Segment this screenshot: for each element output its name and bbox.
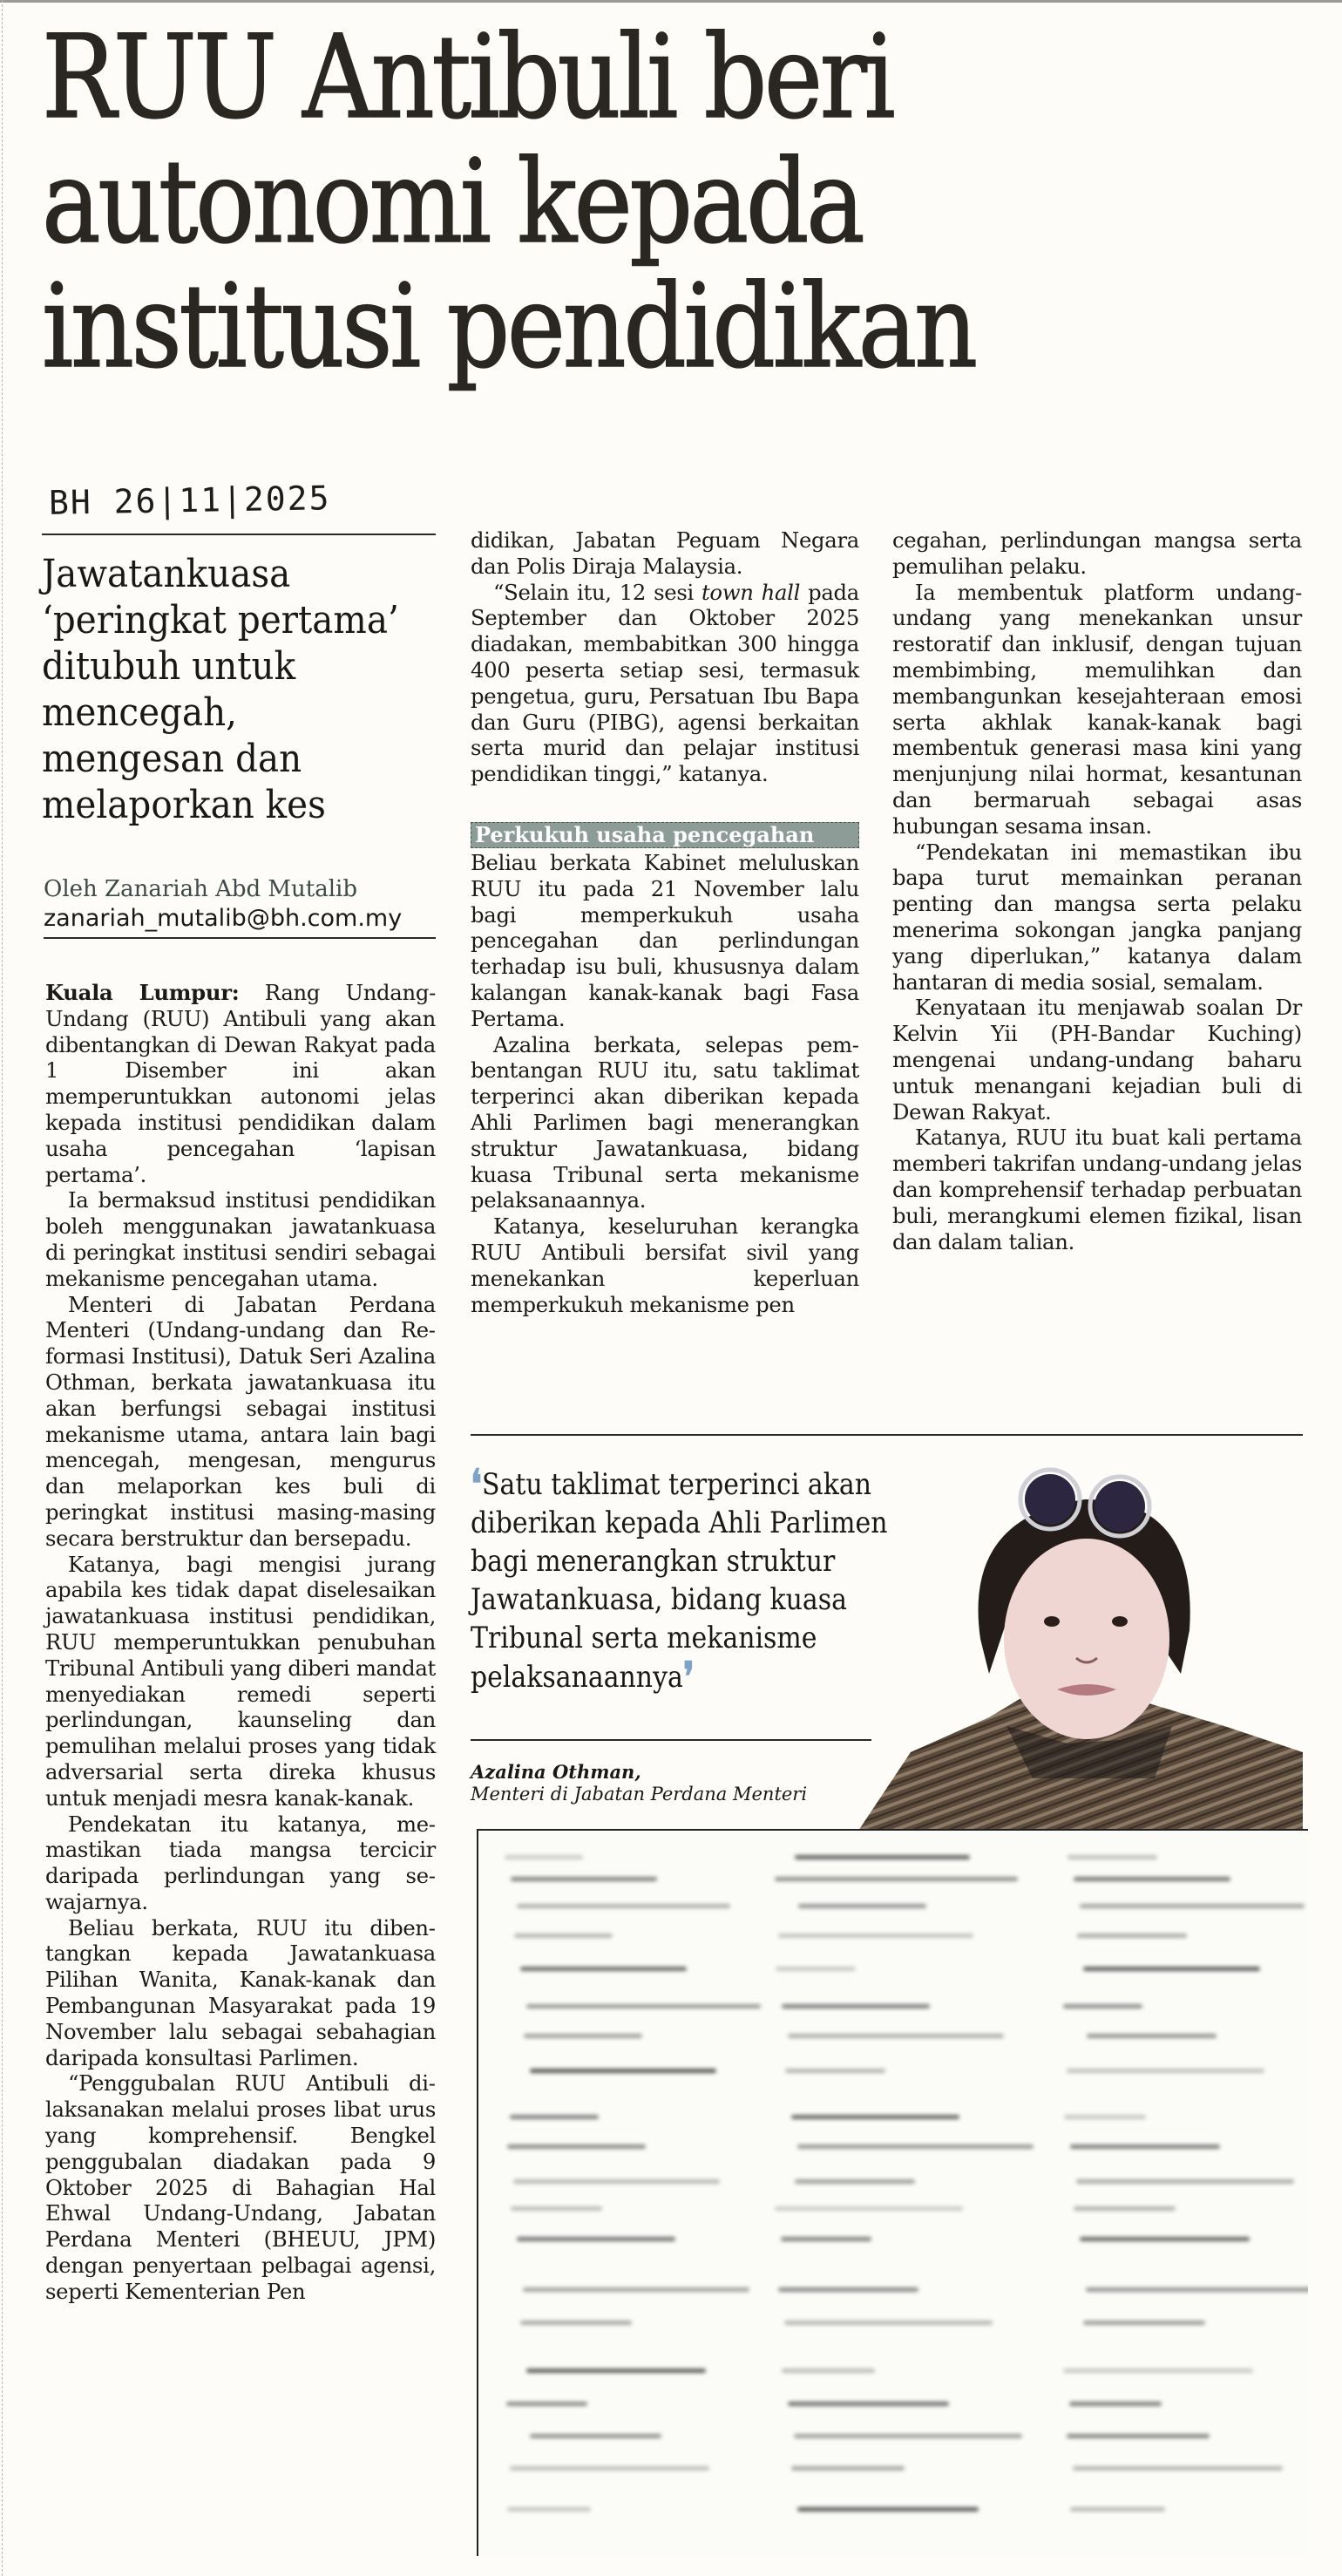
byline-author: Oleh Zanariah Abd Mutalib [44, 876, 358, 902]
blurred-table-row [795, 1855, 970, 1859]
blurred-table-row [798, 1904, 926, 1908]
open-quote-icon: ❛ [471, 1460, 483, 1507]
article-deck: Jawatankuasa ‘peringkat pertama’ ditubuh untuk mencegah, mengesan dan melaporkan kes [42, 552, 399, 827]
blurred-table-row [781, 2237, 871, 2241]
dateline: Kuala Lumpur: [45, 980, 240, 1005]
blurred-table-row [526, 2004, 761, 2008]
blurred-table-row [785, 2069, 885, 2073]
blurred-table-row [1069, 2402, 1162, 2406]
body-paragraph: Ia membentuk platform undang-undang yang menekankan unsur restoratif dan inklusif, dengan tujuan membimbing, memulihkan dan membangunkan kesejahteraan emosi serta akhlak kanak-kanak bagi membentuk generasi masa kini yang menjunjung nilai hormat, kesantunan dan bermaruah sebagai asas hubungan sesama insan. [892, 579, 1302, 839]
body-paragraph: cegahan, perlindungan mangsa serta pemulihan pelaku. [892, 527, 1302, 579]
blurred-table-row [506, 2402, 587, 2406]
quote-top-rule [471, 1434, 1303, 1436]
body-column-2 [471, 527, 859, 1317]
body-paragraph: Beliau berkata Kabinet meluluskan RUU itu pada 21 November lalu bagi memperkukuh usaha pencegahan dan perlindungan terhadap isu buli, khususnya dalam kalangan kanak-kanak bagi Fasa Pertama. [471, 849, 859, 1031]
blurred-table-row [1087, 2034, 1217, 2038]
blurred-table-row [526, 2369, 706, 2373]
italic-term: town hall [701, 579, 801, 605]
body-paragraph: “Penggubalan RUU Antibuli dilaksanakan melalui proses libat urus yang komprehensif. Bengkel penggubalan diadakan pada 9 Oktober 2025 di Bahagian Hal Ehwal Undang-Undang, Jabatan Perdana Menteri (BHEUU, JPM) dengan penyertaan pelbagai agensi, seperti Kementerian Pen [45, 2070, 436, 2304]
blurred-table-row [1074, 2206, 1176, 2211]
body-paragraph: Beliau berkata, RUU itu dibentangkan kepada Jawatankuasa Pilihan Wanita, Kanak-kanak dan Pembangunan Masyarakat pada 19 November lalu sebagai sebahagian daripada konsultasi Parlimen. [45, 1914, 436, 2070]
blurred-table-row [1073, 2466, 1283, 2471]
body-paragraph: Katanya, RUU itu buat kali pertama memberi takrifan undang-undang jelas dan komprehensif terhadap perbuatan buli, merangkumi elemen fizikal, lisan dan dalam talian. [892, 1125, 1302, 1254]
blurred-table-row [794, 2434, 1022, 2438]
body-paragraph: Kenyataan itu menjawab soalan Dr Kelvin Yii (PH-Bandar Kuching) mengenai undang-undang baharu untuk menangani kejadian buli di Dewan Rakyat. [892, 995, 1302, 1125]
pull-quote-text: ❛Satu taklimat terperinci akan diberikan kepada Ahli Parlimen bagi menerangkan struktur Jawatankuasa, bidang kuasa Tribunal serta mekanisme pelaksanaannya❜ [471, 1460, 888, 1700]
body-column-1 [45, 980, 436, 2305]
blurred-table-row [514, 1934, 613, 1938]
body-paragraph: Katanya, bagi mengisi jurang apabila kes tidak dapat diselesaikan jawatankuasa institusi pendidikan, RUU memperuntukkan penubuhan Tribunal Antibuli yang diberi mandat menyediakan remedi seperti perlindungan, kaunseling dan pemulihan melalui proses yang tidak adversarial serta direka khusus untuk menjadi mesra kanak-kanak. [45, 1551, 436, 1811]
blurred-table-row [530, 2434, 661, 2438]
blurred-table-row [782, 2004, 930, 2008]
blurred-table-row [782, 2369, 875, 2373]
blurred-table-row [1083, 1967, 1260, 1971]
handwritten-date-stamp: BH 26|11|2025 [48, 479, 331, 522]
headline-line: RUU Antibuli beri [42, 10, 893, 145]
blurred-table-row [1080, 1904, 1305, 1908]
quote-attrib-rule [471, 1739, 871, 1741]
blurred-table-row [510, 2115, 599, 2119]
body-paragraph: Ia bermaksud institusi pendidikan boleh menggunakan jawatankuasa di peringkat institusi sendiri sebagai mekanisme pencegahan utama. [45, 1187, 436, 1291]
blurred-table-row [1063, 2004, 1142, 2008]
blurred-table-row [530, 2069, 716, 2073]
body-paragraph: Katanya, keseluruhan kerangka RUU Antibuli bersifat sivil yang menekankan keperluan memperkukuh mekanisme pen [471, 1213, 859, 1317]
byline-email-link[interactable]: zanariah_mutalib@bh.com.my [44, 905, 403, 932]
blurred-table-row [1086, 2287, 1308, 2292]
blurred-table-row [1064, 2115, 1146, 2119]
blurred-table-row [788, 2034, 1004, 2038]
blurred-table-row [513, 2179, 720, 2184]
table-column [1054, 1845, 1298, 2542]
body-paragraph: Pendekatan itu katanya, memastikan tiada mangsa tercicir daripada perlindungan yang sewajarnya. [45, 1811, 436, 1914]
blurred-table-row [517, 2237, 675, 2241]
table-column [766, 1845, 1036, 2542]
speaker-name: Azalina Othman, [471, 1761, 641, 1783]
blurred-table-row [511, 1877, 657, 1881]
close-quote-icon: ❜ [682, 1653, 695, 1700]
blurred-table-row [523, 2287, 749, 2292]
blurred-table-row [784, 2321, 993, 2325]
blurred-table-row [511, 2206, 602, 2211]
body-paragraph: Azalina berkata, selepas pembentangan RUU itu, satu taklimat terperinci akan diberikan kepada Ahli Parlimen bagi menerangkan struktur Jawatankuasa, bidang kuasa Tribunal serta mekanisme pelaksanaannya. [471, 1031, 859, 1213]
blurred-data-table [477, 1829, 1308, 2556]
blurred-table-row [510, 2466, 709, 2471]
blurred-table-row [1077, 1934, 1187, 1938]
blurred-table-row [1080, 2237, 1250, 2241]
article-headline [42, 10, 1151, 394]
blurred-table-row [1063, 2369, 1253, 2373]
blurred-table-row [1074, 1877, 1230, 1881]
blurred-table-row [1070, 2507, 1165, 2511]
blurred-table-row [520, 1967, 687, 1971]
body-paragraph: Menteri di Jabatan Perdana Menteri (Undang-undang dan Reformasi Institusi), Datuk Seri Azalina Othman, berkata jawatankuasa itu akan berfungsi sebagai institusi mekanisme utama, antara lain bagi mencegah, mengesan, mengurus dan melaporkan kes buli di peringkat institusi masing-masing secara berstruktur dan bersepadu. [45, 1291, 436, 1551]
blurred-table-row [775, 2206, 963, 2211]
face-shape [1004, 1539, 1169, 1739]
blurred-table-row [507, 2144, 646, 2149]
scan-edge [2, 0, 3, 2576]
blurred-table-row [797, 2144, 1034, 2149]
blurred-table-row [1067, 2069, 1264, 2073]
blurred-table-row [775, 1877, 1018, 1881]
blurred-table-row [505, 1855, 583, 1859]
page-top-rule [0, 0, 1342, 3]
blurred-table-row [778, 2287, 918, 2292]
table-column [496, 1845, 749, 2542]
section-subheading: Perkukuh usaha pencegahan [471, 822, 859, 848]
blurred-table-row [791, 2466, 905, 2471]
body-paragraph: “Selain itu, 12 sesi town hall pada September dan Oktober 2025 diadakan, membabitkan 300 hingga 400 peserta setiap sesi, termasuk pengetua, guru, Persatuan Ibu Bapa dan Guru (PIBG), agensi berkaitan serta murid dan pelajar institusi pendidikan tinggi,” katanya. [471, 579, 859, 787]
blurred-table-row [778, 1934, 973, 1938]
blurred-table-row [1068, 1855, 1157, 1859]
blurred-table-row [1067, 2434, 1210, 2438]
blurred-table-row [776, 1967, 856, 1971]
headline-line: institusi pendidikan [42, 260, 975, 394]
blurred-table-row [520, 2321, 632, 2325]
body-paragraph: didikan, Jabatan Peguam Negara dan Polis Diraja Malaysia. [471, 527, 859, 579]
blurred-table-row [791, 2115, 959, 2119]
deck-top-rule [42, 534, 436, 535]
blurred-table-row [797, 2507, 979, 2511]
speaker-title: Menteri di Jabatan Perdana Menteri [471, 1784, 808, 1805]
body-column-3 [892, 527, 1302, 1254]
headline-line: autonomi kepada [42, 135, 863, 269]
blurred-table-row [507, 2507, 591, 2511]
byline-bottom-rule [44, 937, 436, 939]
blurred-table-row [524, 2034, 642, 2038]
blurred-table-row [788, 2402, 949, 2406]
blurred-table-row [1076, 2179, 1294, 2184]
body-paragraph: Kuala Lumpur: Rang Undang-Undang (RUU) Antibuli yang akan dibentangkan di Dewan Rakyat pada 1 Disember ini akan memperuntukkan autonomi jelas kepada institusi pendidikan dalam usaha pencegahan ‘lapisan pertama’. [45, 980, 436, 1187]
quote-attribution [471, 1761, 837, 1805]
blurred-table-row [795, 2179, 915, 2184]
body-paragraph: “Pendekatan ini memastikan ibu bapa turut memainkan peranan penting dan mangsa serta pelaku menerima sokongan jangka panjang yang diperlukan,” katanya dalam hantaran di media sosial, semalam. [892, 839, 1302, 995]
blurred-table-row [1083, 2321, 1205, 2325]
portrait-photo [858, 1465, 1303, 1831]
blurred-table-row [517, 1904, 730, 1908]
blurred-table-row [1070, 2144, 1220, 2149]
